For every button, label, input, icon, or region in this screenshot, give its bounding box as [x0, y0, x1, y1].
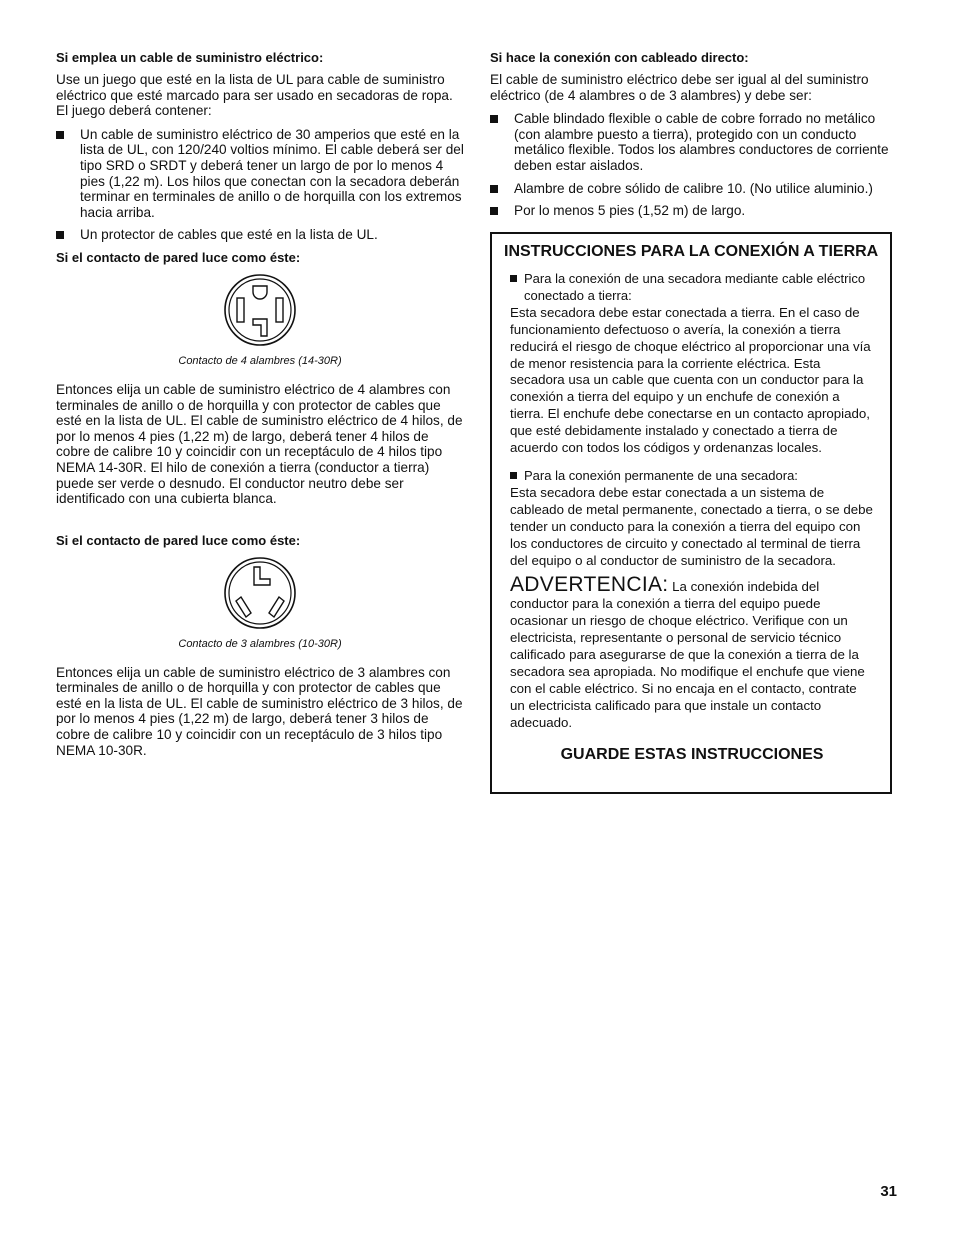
outlet-3wire-body: Entonces elija un cable de suministro eléctrico de 3 alambres con terminales de anillo o de horquilla y con protector de cables que esté en la lista de UL. El cable de suministro eléctrico de 3 hilos, de por lo menos 4 pies (1,22 m) de largo, deberá tener 3 hilos de cobre de calibre 10 y coincidir con un receptáculo de 3 hilos tipo NEMA 10-30R.: [56, 664, 463, 758]
grounding-item-2-label-text: Para la conexión permanente de una secadora:: [524, 467, 798, 483]
grounding-item-1-label: [510, 271, 874, 305]
square-bullet-icon: [490, 207, 498, 215]
bullet-item: [490, 111, 898, 173]
direct-wire-heading: Si hace la conexión con cableado directo:: [490, 50, 749, 65]
square-bullet-icon: [510, 275, 517, 282]
direct-wire-bullets: [490, 111, 898, 219]
bullet-text: Cable blindado flexible o cable de cobre forrado no metálico (con alambre puesto a tierra), protegido con un conducto metálico flexible. Todos los alambres conductores de corriente deben estar aislados.: [514, 111, 889, 173]
outlet-4wire-figure: [56, 274, 464, 346]
grounding-content: [492, 271, 890, 765]
outlet-3wire-caption: Contacto de 3 alambres (10-30R): [178, 637, 342, 650]
power-cord-intro: Use un juego que esté en la lista de UL para cable de suministro eléctrico que esté marcado para ser usado en secadoras de ropa. El juego deberá contener:: [56, 72, 453, 119]
grounding-instructions-box: [490, 232, 892, 794]
bullet-item: [56, 227, 464, 243]
grounding-item-2-text: Esta secadora debe estar conectada a un sistema de cableado de metal permanente, conectado a tierra, o se debe tender un conducto para la conexión a tierra del equipo con los conductores de circuito y conectado al terminal de tierra del equipo o al conductor de suministro de la secadora.: [510, 484, 873, 568]
square-bullet-icon: [56, 131, 64, 139]
warning-text: La conexión indebida del conductor para la conexión a tierra del equipo puede ocasionar un riesgo de choque eléctrico. Verifique con un electricista, representante o personal de servicio técnico calificado para asegurarse de que la conexión a tierra de la secadora sea apropiada. No modifique el enchufe que viene con el cable eléctrico. Si no encaja en el contacto, contrate un electricista calificado para que instale un contacto adecuado.: [510, 579, 865, 730]
square-bullet-icon: [490, 185, 498, 193]
warning-label: ADVERTENCIA:: [510, 573, 669, 597]
grounding-title: INSTRUCCIONES PARA LA CONEXIÓN A TIERRA: [504, 243, 879, 260]
warning-paragraph: [510, 573, 874, 731]
bullet-text: Alambre de cobre sólido de calibre 10. (No utilice aluminio.): [514, 180, 873, 196]
left-column: [56, 50, 464, 758]
bullet-text: Un protector de cables que esté en la lista de UL.: [80, 227, 378, 243]
square-bullet-icon: [56, 231, 64, 239]
right-column: [490, 50, 898, 226]
power-cord-bullets: [56, 127, 464, 243]
outlet-3wire-figure: [56, 557, 464, 629]
grounding-item-1-label-text: Para la conexión de una secadora mediante cable eléctrico conectado a tierra:: [524, 271, 866, 303]
outlet-4wire-caption: Contacto de 4 alambres (14-30R): [178, 354, 342, 367]
outlet-4wire-icon: [222, 274, 298, 346]
page-number: 31: [880, 1183, 897, 1200]
bullet-text: Un cable de suministro eléctrico de 30 amperios que esté en la lista de UL, con 120/240 voltios mínimo. El cable deberá ser del tipo SRD o SRDT y deberá tener un largo de por lo menos 4 pies (1,22 m). Los hilos que conectan con la secadora deberán terminar en terminales de anillo o de horquilla con los extremos hacia arriba.: [80, 126, 464, 220]
grounding-item-2-label: [510, 468, 874, 485]
bullet-item: [490, 203, 898, 219]
direct-wire-intro: El cable de suministro eléctrico debe ser igual al del suministro eléctrico (de 4 alambres o de 3 alambres) y debe ser:: [490, 72, 869, 103]
bullet-text: Por lo menos 5 pies (1,52 m) de largo.: [514, 203, 746, 219]
grounding-item-1-text: Esta secadora debe estar conectada a tierra. En el caso de funcionamiento defectuoso o avería, la conexión a tierra reducirá el riesgo de choque eléctrico al proporcionar una vía de menor resistencia para la corriente eléctrica. Esta secadora usa un cable que cuenta con un conductor para la conexión a tierra del equipo y un enchufe de conexión a tierra. El enchufe debe conectarse en un contacto apropiado, que esté debidamente instalado y conectado a tierra de acuerdo con todos los códigos y ordenanzas locales.: [510, 304, 871, 456]
save-instructions-footer: GUARDE ESTAS INSTRUCCIONES: [560, 745, 824, 763]
outlet-3wire-heading: Si el contacto de pared luce como éste:: [56, 532, 301, 548]
bullet-item: [56, 127, 464, 221]
outlet-3wire-icon: [222, 557, 298, 629]
outlet-4wire-heading: Si el contacto de pared luce como éste:: [56, 249, 301, 265]
square-bullet-icon: [490, 115, 498, 123]
square-bullet-icon: [510, 472, 517, 479]
outlet-4wire-body: Entonces elija un cable de suministro eléctrico de 4 alambres con terminales de anillo o de horquilla y con protector de cables que esté en la lista de UL. El cable de suministro eléctrico de 4 hilos, de por lo menos 4 pies (1,22 m) de largo, deberá tener 4 hilos de cobre de calibre 10 y coincidir con un receptáculo de 4 hilos tipo NEMA 14-30R. El hilo de conexión a tierra (conductor a tierra) puede ser verde o desnudo. El conductor neutro debe ser identificado con una cubierta blanca.: [56, 381, 463, 507]
power-cord-heading: Si emplea un cable de suministro eléctrico:: [56, 50, 324, 65]
bullet-item: [490, 181, 898, 197]
